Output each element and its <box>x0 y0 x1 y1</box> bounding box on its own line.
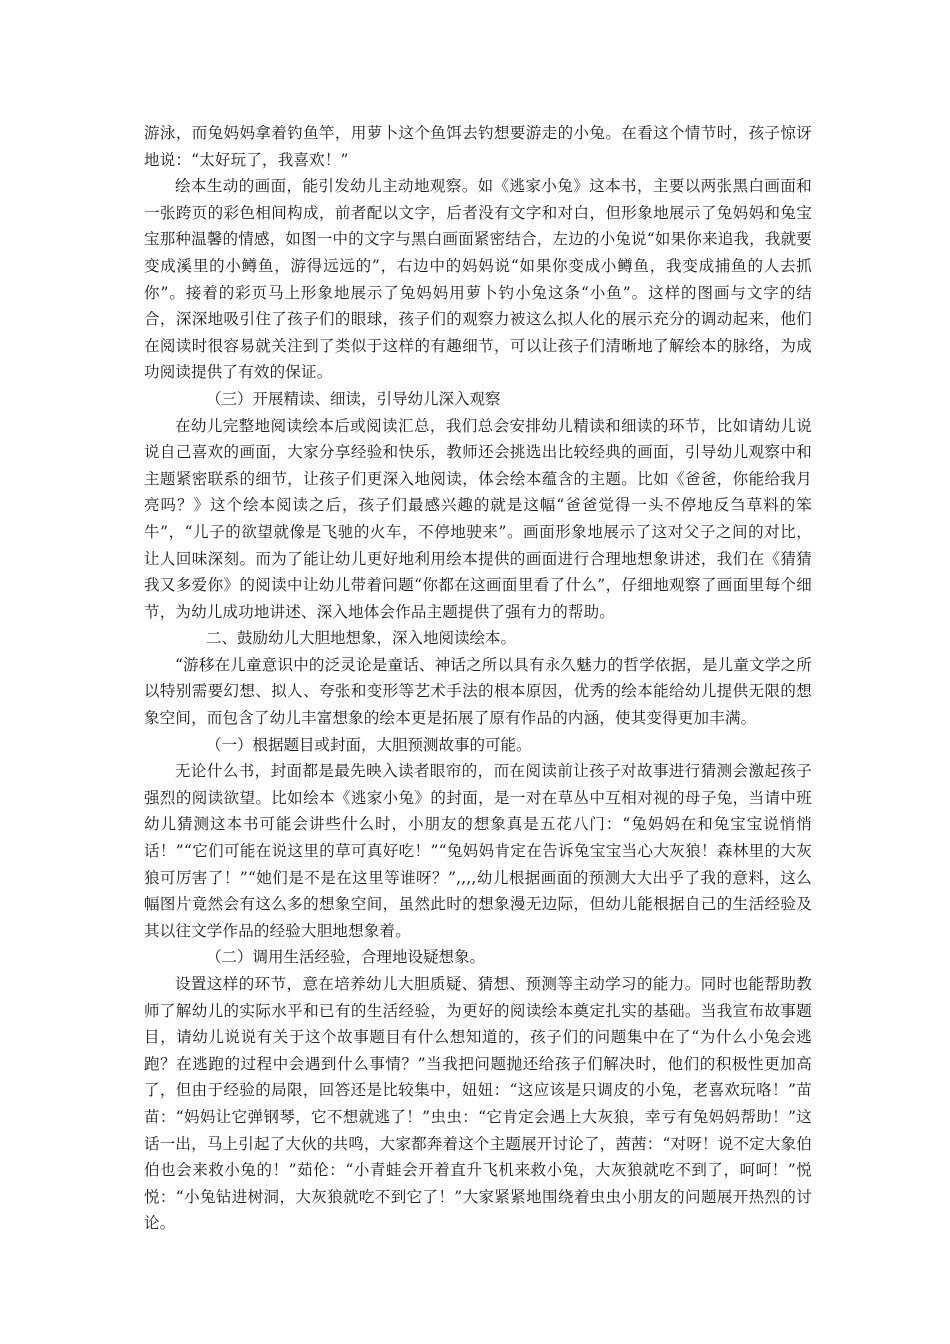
paragraph-continuation: 游泳，而兔妈妈拿着钓鱼竿，用萝卜这个鱼饵去钓想要游走的小兔。在看这个情节时，孩子惊讶地说：“太好玩了，我喜欢！” <box>144 124 812 169</box>
section-heading-imagination: 二、鼓励幼儿大胆地想象，深入地阅读绘本。 <box>206 629 517 648</box>
paragraph-close-reading: 在幼儿完整地阅读绘本后或阅读汇总，我们总会安排幼儿精读和细读的环节，比如请幼儿说说自己喜欢的画面，大家分享经验和快乐，教师还会挑选出比较经典的画面，引导幼儿观察中和主题紧密联系的细节，让孩子们更深入地阅读，体会绘本蕴含的主题。比如《爸爸，你能给我月亮吗？》这个绘本阅读之后，孩子们最感兴趣的就是这幅“爸爸觉得一头不停地反刍草料的笨牛”，“儿子的欲望就像是飞驰的火车，不停地驶来”。画面形象地展示了这对父子之间的对比，让人回味深刻。而为了能让幼儿更好地利用绘本提供的画面进行合理地想象讲述，我们在《猜猜我又多爱你》的阅读中让幼儿带着问题“你都在这画面里看了什么”，仔细地观察了画面里每个细节，为幼儿成功地讲述、深入地体会作品主题提供了强有力的帮助。 <box>144 416 812 621</box>
section-heading-life-experience: （二）调用生活经验，合理地设疑想象。 <box>206 948 486 967</box>
section-heading-close-reading: （三）开展精读、细读，引导幼儿深入观察 <box>206 389 501 408</box>
document-page <box>144 120 812 1237</box>
paragraph-animism-quote: “游移在儿童意识中的泛灵论是童话、神话之所以具有永久魅力的哲学依据，是儿童文学之所以特别需要幻想、拟人、夸张和变形等艺术手法的根本原因，优秀的绘本能给幼儿提供无限的想象空间，而包含了幼儿丰富想象的绘本更是拓展了原有作品的内涵，使其变得更加丰满。 <box>144 655 812 728</box>
paragraph-picture-observation: 绘本生动的画面，能引发幼儿主动地观察。如《逃家小兔》这本书，主要以两张黑白画面和一张跨页的彩色相间构成，前者配以文字，后者没有文字和对白，但形象地展示了兔妈妈和兔宝宝那种温馨的情感，如图一中的文字与黑白画面紧密结合，左边的小兔说“如果你来追我，我就要变成溪里的小鳟鱼，游得远远的”，右边中的妈妈说“如果你变成小鳟鱼，我变成捕鱼的人去抓你”。接着的彩页马上形象地展示了兔妈妈用萝卜钓小兔这条“小鱼”。这样的图画与文字的结合，深深地吸引住了孩子们的眼球，孩子们的观察力被这么拟人化的展示充分的调动起来，他们在阅读时很容易就关注到了类似于这样的有趣细节，可以让孩子们清晰地了解绘本的脉络，为成功阅读提供了有效的保证。 <box>144 177 812 382</box>
section-heading-predict: （一）根据题目或封面，大胆预测故事的可能。 <box>206 735 532 754</box>
paragraph-questioning: 设置这样的环节，意在培养幼儿大胆质疑、猜想、预测等主动学习的能力。同时也能帮助教师了解幼儿的实际水平和已有的生活经验，为更好的阅读绘本奠定扎实的基础。当我宣布故事题目，请幼儿说说有关于这个故事题目有什么想知道的，孩子们的问题集中在了“为什么小兔会逃跑？在逃跑的过程中会遇到什么事情？”当我把问题抛还给孩子们解决时，他们的积极性更加高了，但由于经验的局限，回答还是比较集中，妞妞：“这应该是只调皮的小兔，老喜欢玩咯！”苗苗：“妈妈让它弹钢琴，它不想就逃了！”虫虫：“它肯定会遇上大灰狼，幸亏有兔妈妈帮助！”这话一出，马上引起了大伙的共鸣，大家都奔着这个主题展开讨论了，茜茜：“对呀！说不定大象伯伯也会来救小兔的！”茹伦：“小青蛙会开着直升飞机来救小兔，大灰狼就吃不到了，呵呵！”悦悦：“小兔钻进树洞，大灰狼就吃不到它了！”大家紧紧地围绕着虫虫小朋友的问题展开热烈的讨论。 <box>144 975 812 1233</box>
paragraph-cover-prediction: 无论什么书，封面都是最先映入读者眼帘的，而在阅读前让孩子对故事进行猜测会激起孩子强烈的阅读欲望。比如绘本《逃家小兔》的封面，是一对在草丛中互相对视的母子兔，当请中班幼儿猜测这本书可能会讲些什么时，小朋友的想象真是五花八门：“兔妈妈在和兔宝宝说悄悄话！”“它们可能在说这里的草可真好吃！”“兔妈妈肯定在告诉兔宝宝当心大灰狼！森林里的大灰狼可厉害了！”“她们是不是在这里等谁呀？”,,,,幼儿根据画面的预测大大出乎了我的意料，这么幅图片竟然会有这么多的想象空间，虽然此时的想象漫无边际，但幼儿能根据自己的生活经验及其以往文学作品的经验大胆地想象着。 <box>144 762 812 940</box>
